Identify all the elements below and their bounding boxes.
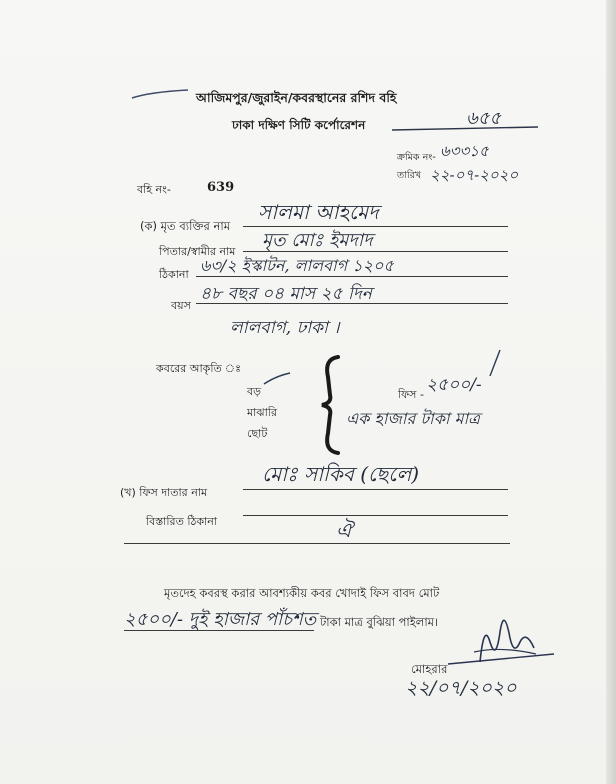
grave-type-label: কবরের আকৃতি ঃ <box>156 362 241 375</box>
payer-address-label: বিস্তারিত ঠিকানা <box>146 515 217 528</box>
page-edge <box>606 0 616 784</box>
fee-words: এক হাজার টাকা মাত্র <box>346 409 480 428</box>
grave-option-small: ছোট <box>247 427 268 440</box>
stamp-number: ৬৫৫ <box>466 108 502 129</box>
deceased-extra-note: লালবাগ, ঢাকা । <box>230 318 340 338</box>
book-label: বহি নং- <box>137 183 171 196</box>
clerk-label: মোহরার <box>411 662 448 676</box>
footer-statement: মৃতদেহ কবরস্থ করার আবশ্যকীয় কবর খোদাই ফিস বাবদ মোট <box>164 586 440 600</box>
corporation-subtitle: ঢাকা দক্ষিণ সিটি কর্পোরেশন <box>232 118 366 132</box>
book-number: 639 <box>207 180 235 195</box>
age-value: ৪৮ বছর ০৪ মাস ২৫ দিন <box>200 284 372 304</box>
curly-brace <box>318 355 348 455</box>
deceased-name-label: (ক) মৃত ব্যক্তির নাম <box>140 219 231 233</box>
age-label: বয়স <box>171 299 191 312</box>
payer-name-label: (খ) ফিস দাতার নাম <box>120 486 208 499</box>
stamp-underline <box>390 124 540 134</box>
serial-label: ক্রমিক নং- <box>397 152 436 163</box>
payer-bottom-line <box>124 543 510 544</box>
fee-value: ২৫০০/- <box>426 375 482 395</box>
pen-stroke-top <box>130 88 190 102</box>
footer-statement-end: টাকা মাত্র বুঝিয়া পাইলাম। <box>320 615 439 629</box>
fee-tick-stroke <box>486 348 506 378</box>
payer-name-value: মোঃ সাকিব (ছেলে) <box>262 462 420 486</box>
fee-label: ফিস - <box>398 388 424 401</box>
address-value: ৬৩/২ ইস্কাটন, লালবাগ ১২০৫ <box>200 256 394 275</box>
clerk-date: ২২/০৭/২০২০ <box>405 677 517 699</box>
grave-option-large: বড় <box>247 385 261 398</box>
father-line <box>243 251 508 252</box>
clerk-underline <box>446 652 556 666</box>
serial-value: ৬৩৩১৫ <box>440 142 489 160</box>
date-label: তারিখ <box>397 170 422 181</box>
deceased-name-value: সালমা আহমেদ <box>258 200 379 224</box>
amount-line <box>124 630 314 631</box>
address-label: ঠিকানা <box>159 268 189 281</box>
grave-option-medium: মাঝারি <box>247 406 278 419</box>
footer-amount-words: ২৫০০/- দুই হাজার পাঁচশত <box>124 609 317 630</box>
size-mark-stroke <box>262 372 292 386</box>
payer-address-value: ঐ <box>336 518 353 542</box>
date-value: ২২-০৭-২০২০ <box>430 166 519 184</box>
address-line <box>196 276 508 277</box>
payer-address-line <box>243 515 508 516</box>
age-line <box>196 303 508 304</box>
payer-name-line <box>243 489 508 490</box>
father-label: পিতার/স্বামীর নাম <box>159 245 236 258</box>
father-value: মৃত মোঃ ইমদাদ <box>262 230 373 251</box>
receipt-title: আজিমপুর/জুরাইন/কবরস্থানের রশিদ বহি <box>196 90 397 105</box>
